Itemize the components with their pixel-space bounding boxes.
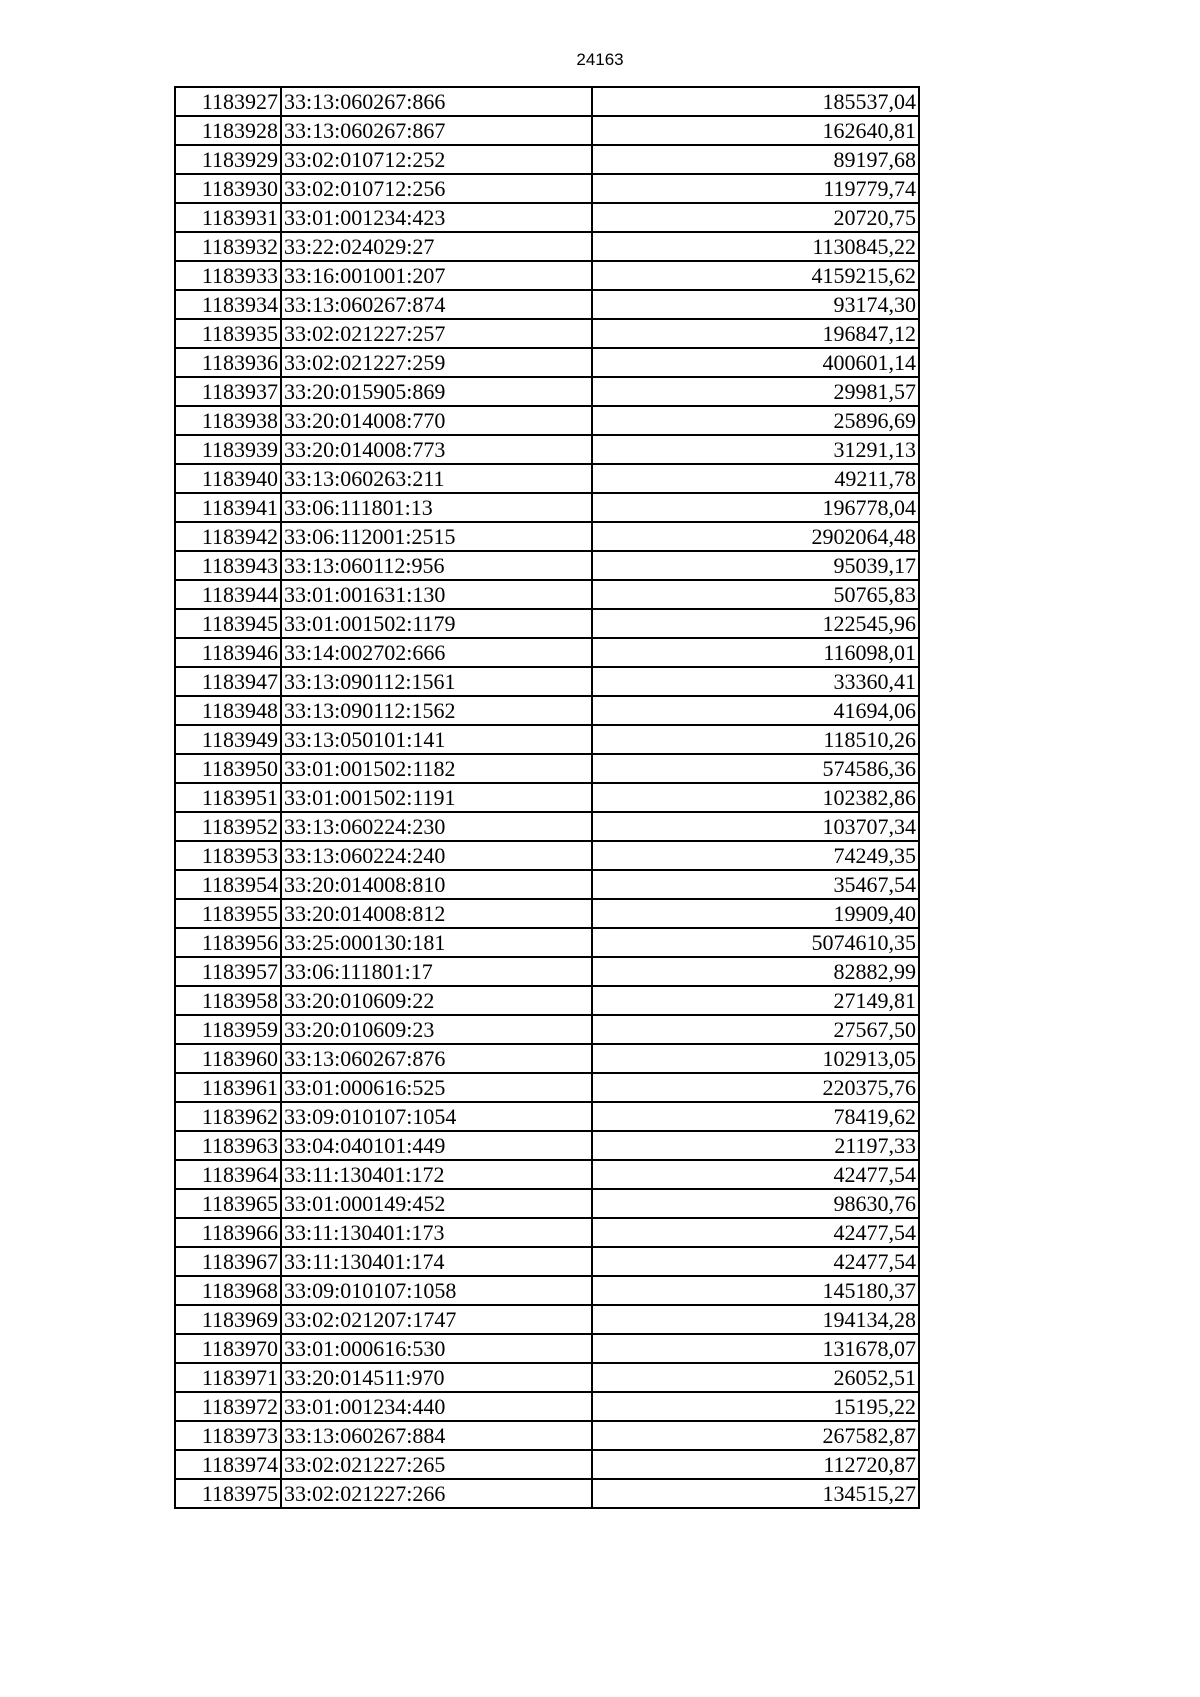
table-row xyxy=(175,1305,919,1334)
table-row xyxy=(175,145,919,174)
value-cell: 49211,78 xyxy=(592,464,919,493)
value-cell: 400601,14 xyxy=(592,348,919,377)
row-id-cell: 1183954 xyxy=(175,870,281,899)
row-id-cell: 1183973 xyxy=(175,1421,281,1450)
table-row xyxy=(175,493,919,522)
row-id-cell: 1183975 xyxy=(175,1479,281,1508)
row-id-cell: 1183934 xyxy=(175,290,281,319)
value-cell: 31291,13 xyxy=(592,435,919,464)
cadastral-number-cell: 33:04:040101:449 xyxy=(281,1131,592,1160)
value-cell: 162640,81 xyxy=(592,116,919,145)
row-id-cell: 1183937 xyxy=(175,377,281,406)
row-id-cell: 1183942 xyxy=(175,522,281,551)
row-id-cell: 1183972 xyxy=(175,1392,281,1421)
value-cell: 98630,76 xyxy=(592,1189,919,1218)
cadastral-number-cell: 33:13:060224:230 xyxy=(281,812,592,841)
value-cell: 82882,99 xyxy=(592,957,919,986)
table-row xyxy=(175,522,919,551)
row-id-cell: 1183956 xyxy=(175,928,281,957)
cadastral-number-cell: 33:13:060267:867 xyxy=(281,116,592,145)
cadastral-number-cell: 33:20:014008:770 xyxy=(281,406,592,435)
value-cell: 134515,27 xyxy=(592,1479,919,1508)
table-row xyxy=(175,841,919,870)
value-cell: 116098,01 xyxy=(592,638,919,667)
cadastral-number-cell: 33:13:090112:1562 xyxy=(281,696,592,725)
value-cell: 50765,83 xyxy=(592,580,919,609)
row-id-cell: 1183949 xyxy=(175,725,281,754)
value-cell: 112720,87 xyxy=(592,1450,919,1479)
cadastral-number-cell: 33:06:112001:2515 xyxy=(281,522,592,551)
value-cell: 4159215,62 xyxy=(592,261,919,290)
value-cell: 122545,96 xyxy=(592,609,919,638)
row-id-cell: 1183938 xyxy=(175,406,281,435)
table-row xyxy=(175,957,919,986)
cadastral-number-cell: 33:01:001502:1191 xyxy=(281,783,592,812)
row-id-cell: 1183928 xyxy=(175,116,281,145)
table-row xyxy=(175,1073,919,1102)
cadastral-number-cell: 33:13:090112:1561 xyxy=(281,667,592,696)
row-id-cell: 1183933 xyxy=(175,261,281,290)
cadastral-number-cell: 33:13:060267:866 xyxy=(281,87,592,116)
cadastral-number-cell: 33:01:001234:440 xyxy=(281,1392,592,1421)
cadastral-number-cell: 33:13:060267:876 xyxy=(281,1044,592,1073)
row-id-cell: 1183960 xyxy=(175,1044,281,1073)
row-id-cell: 1183958 xyxy=(175,986,281,1015)
row-id-cell: 1183944 xyxy=(175,580,281,609)
row-id-cell: 1183946 xyxy=(175,638,281,667)
value-cell: 267582,87 xyxy=(592,1421,919,1450)
table-row xyxy=(175,1421,919,1450)
value-cell: 185537,04 xyxy=(592,87,919,116)
cadastral-number-cell: 33:20:010609:22 xyxy=(281,986,592,1015)
value-cell: 145180,37 xyxy=(592,1276,919,1305)
table-row xyxy=(175,986,919,1015)
value-cell: 20720,75 xyxy=(592,203,919,232)
cadastral-number-cell: 33:02:021227:265 xyxy=(281,1450,592,1479)
cadastral-number-cell: 33:13:060224:240 xyxy=(281,841,592,870)
table-row xyxy=(175,870,919,899)
value-cell: 29981,57 xyxy=(592,377,919,406)
table-row xyxy=(175,1363,919,1392)
table-row xyxy=(175,1160,919,1189)
table-row xyxy=(175,928,919,957)
value-cell: 2902064,48 xyxy=(592,522,919,551)
table-row xyxy=(175,1276,919,1305)
row-id-cell: 1183947 xyxy=(175,667,281,696)
value-cell: 35467,54 xyxy=(592,870,919,899)
cadastral-number-cell: 33:11:130401:174 xyxy=(281,1247,592,1276)
cadastral-number-cell: 33:06:111801:17 xyxy=(281,957,592,986)
value-cell: 194134,28 xyxy=(592,1305,919,1334)
cadastral-number-cell: 33:13:060267:874 xyxy=(281,290,592,319)
value-cell: 196778,04 xyxy=(592,493,919,522)
table-row xyxy=(175,638,919,667)
cadastral-number-cell: 33:01:001631:130 xyxy=(281,580,592,609)
table-row xyxy=(175,1450,919,1479)
table-body xyxy=(175,87,919,1508)
value-cell: 574586,36 xyxy=(592,754,919,783)
table-row xyxy=(175,812,919,841)
cadastral-number-cell: 33:20:014008:810 xyxy=(281,870,592,899)
cadastral-number-cell: 33:02:021227:257 xyxy=(281,319,592,348)
table-row xyxy=(175,116,919,145)
table-row xyxy=(175,696,919,725)
cadastral-number-cell: 33:09:010107:1054 xyxy=(281,1102,592,1131)
cadastral-number-cell: 33:13:060267:884 xyxy=(281,1421,592,1450)
value-cell: 78419,62 xyxy=(592,1102,919,1131)
table-row xyxy=(175,1015,919,1044)
table-row xyxy=(175,290,919,319)
table-row xyxy=(175,232,919,261)
table-row xyxy=(175,1044,919,1073)
table-row xyxy=(175,348,919,377)
value-cell: 26052,51 xyxy=(592,1363,919,1392)
cadastral-number-cell: 33:16:001001:207 xyxy=(281,261,592,290)
cadastral-number-cell: 33:02:021227:266 xyxy=(281,1479,592,1508)
value-cell: 15195,22 xyxy=(592,1392,919,1421)
value-cell: 196847,12 xyxy=(592,319,919,348)
table-row xyxy=(175,667,919,696)
row-id-cell: 1183939 xyxy=(175,435,281,464)
cadastral-number-cell: 33:09:010107:1058 xyxy=(281,1276,592,1305)
cadastral-value-table xyxy=(174,86,920,1509)
table-row xyxy=(175,406,919,435)
value-cell: 102382,86 xyxy=(592,783,919,812)
row-id-cell: 1183970 xyxy=(175,1334,281,1363)
row-id-cell: 1183964 xyxy=(175,1160,281,1189)
cadastral-number-cell: 33:20:015905:869 xyxy=(281,377,592,406)
cadastral-number-cell: 33:11:130401:173 xyxy=(281,1218,592,1247)
cadastral-number-cell: 33:20:014511:970 xyxy=(281,1363,592,1392)
cadastral-number-cell: 33:02:021207:1747 xyxy=(281,1305,592,1334)
row-id-cell: 1183935 xyxy=(175,319,281,348)
value-cell: 93174,30 xyxy=(592,290,919,319)
row-id-cell: 1183951 xyxy=(175,783,281,812)
table-row xyxy=(175,1218,919,1247)
table-row xyxy=(175,754,919,783)
value-cell: 21197,33 xyxy=(592,1131,919,1160)
cadastral-number-cell: 33:14:002702:666 xyxy=(281,638,592,667)
table-row xyxy=(175,580,919,609)
value-cell: 102913,05 xyxy=(592,1044,919,1073)
cadastral-number-cell: 33:13:060263:211 xyxy=(281,464,592,493)
cadastral-number-cell: 33:01:000616:530 xyxy=(281,1334,592,1363)
row-id-cell: 1183932 xyxy=(175,232,281,261)
row-id-cell: 1183971 xyxy=(175,1363,281,1392)
cadastral-number-cell: 33:22:024029:27 xyxy=(281,232,592,261)
value-cell: 1130845,22 xyxy=(592,232,919,261)
cadastral-number-cell: 33:02:021227:259 xyxy=(281,348,592,377)
table-row xyxy=(175,203,919,232)
cadastral-number-cell: 33:11:130401:172 xyxy=(281,1160,592,1189)
cadastral-number-cell: 33:13:060112:956 xyxy=(281,551,592,580)
row-id-cell: 1183968 xyxy=(175,1276,281,1305)
value-cell: 220375,76 xyxy=(592,1073,919,1102)
value-cell: 5074610,35 xyxy=(592,928,919,957)
table-row xyxy=(175,609,919,638)
row-id-cell: 1183945 xyxy=(175,609,281,638)
table-row xyxy=(175,1102,919,1131)
cadastral-number-cell: 33:02:010712:252 xyxy=(281,145,592,174)
value-cell: 42477,54 xyxy=(592,1160,919,1189)
value-cell: 118510,26 xyxy=(592,725,919,754)
table-row xyxy=(175,725,919,754)
value-cell: 95039,17 xyxy=(592,551,919,580)
table-row xyxy=(175,1189,919,1218)
table-row xyxy=(175,261,919,290)
cadastral-number-cell: 33:20:010609:23 xyxy=(281,1015,592,1044)
table-row xyxy=(175,1334,919,1363)
cadastral-number-cell: 33:25:000130:181 xyxy=(281,928,592,957)
row-id-cell: 1183974 xyxy=(175,1450,281,1479)
cadastral-number-cell: 33:20:014008:773 xyxy=(281,435,592,464)
cadastral-number-cell: 33:01:001502:1179 xyxy=(281,609,592,638)
table-row xyxy=(175,1247,919,1276)
row-id-cell: 1183927 xyxy=(175,87,281,116)
value-cell: 89197,68 xyxy=(592,145,919,174)
row-id-cell: 1183963 xyxy=(175,1131,281,1160)
value-cell: 27567,50 xyxy=(592,1015,919,1044)
value-cell: 131678,07 xyxy=(592,1334,919,1363)
table-row xyxy=(175,899,919,928)
row-id-cell: 1183930 xyxy=(175,174,281,203)
table-row xyxy=(175,435,919,464)
row-id-cell: 1183941 xyxy=(175,493,281,522)
table-row xyxy=(175,87,919,116)
cadastral-number-cell: 33:01:000616:525 xyxy=(281,1073,592,1102)
value-cell: 103707,34 xyxy=(592,812,919,841)
value-cell: 19909,40 xyxy=(592,899,919,928)
cadastral-number-cell: 33:20:014008:812 xyxy=(281,899,592,928)
value-cell: 119779,74 xyxy=(592,174,919,203)
table-row xyxy=(175,174,919,203)
page-number: 24163 xyxy=(576,50,624,69)
cadastral-number-cell: 33:01:000149:452 xyxy=(281,1189,592,1218)
table-row xyxy=(175,1479,919,1508)
value-cell: 41694,06 xyxy=(592,696,919,725)
row-id-cell: 1183929 xyxy=(175,145,281,174)
row-id-cell: 1183967 xyxy=(175,1247,281,1276)
table-row xyxy=(175,464,919,493)
row-id-cell: 1183952 xyxy=(175,812,281,841)
row-id-cell: 1183953 xyxy=(175,841,281,870)
row-id-cell: 1183940 xyxy=(175,464,281,493)
row-id-cell: 1183931 xyxy=(175,203,281,232)
value-cell: 27149,81 xyxy=(592,986,919,1015)
row-id-cell: 1183948 xyxy=(175,696,281,725)
row-id-cell: 1183965 xyxy=(175,1189,281,1218)
row-id-cell: 1183936 xyxy=(175,348,281,377)
value-cell: 33360,41 xyxy=(592,667,919,696)
table-row xyxy=(175,319,919,348)
cadastral-number-cell: 33:06:111801:13 xyxy=(281,493,592,522)
table-row xyxy=(175,1131,919,1160)
table-row xyxy=(175,1392,919,1421)
row-id-cell: 1183959 xyxy=(175,1015,281,1044)
table-row xyxy=(175,377,919,406)
table-row xyxy=(175,783,919,812)
row-id-cell: 1183950 xyxy=(175,754,281,783)
cadastral-number-cell: 33:01:001234:423 xyxy=(281,203,592,232)
row-id-cell: 1183957 xyxy=(175,957,281,986)
value-cell: 42477,54 xyxy=(592,1218,919,1247)
table-row xyxy=(175,551,919,580)
value-cell: 74249,35 xyxy=(592,841,919,870)
cadastral-number-cell: 33:02:010712:256 xyxy=(281,174,592,203)
cadastral-number-cell: 33:13:050101:141 xyxy=(281,725,592,754)
value-cell: 42477,54 xyxy=(592,1247,919,1276)
row-id-cell: 1183969 xyxy=(175,1305,281,1334)
value-cell: 25896,69 xyxy=(592,406,919,435)
row-id-cell: 1183943 xyxy=(175,551,281,580)
row-id-cell: 1183961 xyxy=(175,1073,281,1102)
row-id-cell: 1183962 xyxy=(175,1102,281,1131)
row-id-cell: 1183955 xyxy=(175,899,281,928)
cadastral-number-cell: 33:01:001502:1182 xyxy=(281,754,592,783)
row-id-cell: 1183966 xyxy=(175,1218,281,1247)
